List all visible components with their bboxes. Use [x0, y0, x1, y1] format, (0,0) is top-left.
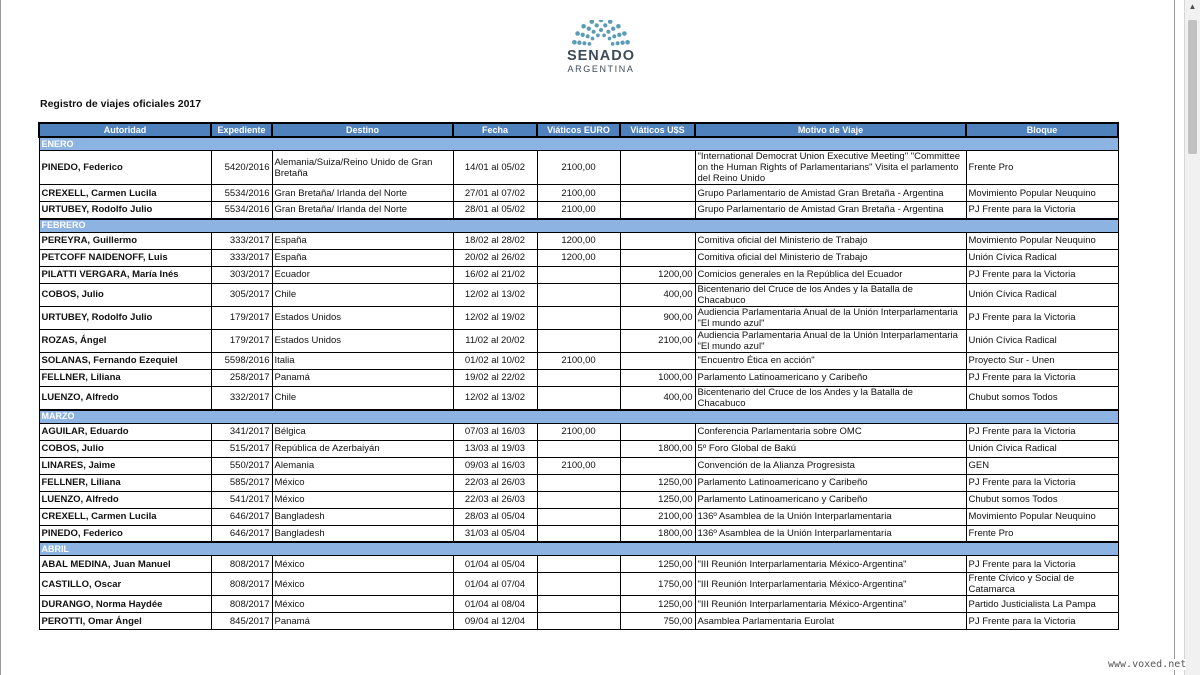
cell-autoridad: PETCOFF NAIDENOFF, Luis — [39, 249, 211, 266]
cell-motivo: "III Reunión Interparlamentaria México-Argentina" — [695, 556, 966, 573]
cell-viaticos-usd — [620, 249, 695, 266]
cell-autoridad: ROZAS, Ángel — [39, 329, 211, 352]
cell-bloque: Movimiento Popular Neuquino — [966, 232, 1118, 249]
table-row — [39, 306, 1118, 329]
cell-destino: España — [272, 232, 453, 249]
cell-motivo: Grupo Parlamentario de Amistad Gran Bretaña - Argentina — [695, 185, 966, 202]
cell-viaticos-euro — [537, 329, 620, 352]
cell-viaticos-usd: 1250,00 — [620, 556, 695, 573]
cell-destino: Estados Unidos — [272, 329, 453, 352]
cell-autoridad: PINEDO, Federico — [39, 525, 211, 542]
cell-destino: Alemania — [272, 457, 453, 474]
column-header-motivo: Motivo de Viaje — [695, 123, 966, 137]
cell-fecha: 12/02 al 13/02 — [453, 283, 537, 306]
cell-destino: España — [272, 249, 453, 266]
cell-fecha: 01/02 al 10/02 — [453, 352, 537, 369]
cell-viaticos-euro: 2100,00 — [537, 423, 620, 440]
cell-viaticos-usd — [620, 202, 695, 219]
cell-bloque: PJ Frente para la Victoria — [966, 423, 1118, 440]
cell-expediente: 541/2017 — [211, 491, 272, 508]
cell-fecha: 28/01 al 05/02 — [453, 202, 537, 219]
cell-bloque: Movimiento Popular Neuquino — [966, 508, 1118, 525]
table-row — [39, 556, 1118, 573]
cell-bloque: Frente Pro — [966, 525, 1118, 542]
travel-register-table — [38, 122, 1119, 630]
cell-autoridad: LINARES, Jaime — [39, 457, 211, 474]
cell-viaticos-usd: 1800,00 — [620, 525, 695, 542]
watermark-text: www.voxed.net — [1108, 659, 1187, 670]
cell-viaticos-usd — [620, 232, 695, 249]
cell-expediente: 646/2017 — [211, 525, 272, 542]
cell-expediente: 845/2017 — [211, 613, 272, 630]
cell-destino: Bangladesh — [272, 508, 453, 525]
cell-bloque: PJ Frente para la Victoria — [966, 306, 1118, 329]
cell-autoridad: COBOS, Julio — [39, 283, 211, 306]
month-label: FEBRERO — [39, 219, 1118, 233]
cell-viaticos-usd: 1250,00 — [620, 474, 695, 491]
cell-expediente: 808/2017 — [211, 596, 272, 613]
month-label: ABRIL — [39, 542, 1118, 556]
cell-fecha: 20/02 al 26/02 — [453, 249, 537, 266]
cell-viaticos-usd: 400,00 — [620, 283, 695, 306]
cell-motivo: Audiencia Parlamentaria Anual de la Unión Interparlamentaria "El mundo azul" — [695, 329, 966, 352]
cell-destino: México — [272, 491, 453, 508]
cell-destino: México — [272, 573, 453, 596]
table-row — [39, 202, 1118, 219]
cell-expediente: 333/2017 — [211, 232, 272, 249]
cell-expediente: 585/2017 — [211, 474, 272, 491]
table-row — [39, 185, 1118, 202]
cell-destino: Gran Bretaña/ Irlanda del Norte — [272, 185, 453, 202]
table-row — [39, 283, 1118, 306]
cell-viaticos-euro — [537, 440, 620, 457]
logo-subtitle: ARGENTINA — [567, 64, 635, 74]
cell-bloque: Chubut somos Todos — [966, 386, 1118, 410]
cell-fecha: 31/03 al 05/04 — [453, 525, 537, 542]
cell-fecha: 13/03 al 19/03 — [453, 440, 537, 457]
cell-viaticos-usd — [620, 185, 695, 202]
cell-motivo: Convención de la Alianza Progresista — [695, 457, 966, 474]
cell-viaticos-euro — [537, 369, 620, 386]
cell-bloque: PJ Frente para la Victoria — [966, 202, 1118, 219]
cell-autoridad: CASTILLO, Oscar — [39, 573, 211, 596]
cell-destino: Panamá — [272, 613, 453, 630]
cell-autoridad: URTUBEY, Rodolfo Julio — [39, 306, 211, 329]
cell-viaticos-usd — [620, 457, 695, 474]
table-row — [39, 249, 1118, 266]
cell-fecha: 18/02 al 28/02 — [453, 232, 537, 249]
cell-fecha: 07/03 al 16/03 — [453, 423, 537, 440]
table-row — [39, 491, 1118, 508]
cell-viaticos-usd: 1750,00 — [620, 573, 695, 596]
cell-autoridad: ABAL MEDINA, Juan Manuel — [39, 556, 211, 573]
table-row — [39, 525, 1118, 542]
column-header-viaticos-usd: Viáticos U$S — [620, 123, 695, 137]
cell-expediente: 808/2017 — [211, 573, 272, 596]
cell-autoridad: CREXELL, Carmen Lucila — [39, 508, 211, 525]
cell-viaticos-usd: 1800,00 — [620, 440, 695, 457]
cell-bloque: Unión Cívica Radical — [966, 440, 1118, 457]
cell-viaticos-usd: 1000,00 — [620, 369, 695, 386]
cell-bloque: Chubut somos Todos — [966, 491, 1118, 508]
cell-expediente: 515/2017 — [211, 440, 272, 457]
cell-viaticos-usd — [620, 352, 695, 369]
cell-viaticos-euro: 2100,00 — [537, 352, 620, 369]
cell-viaticos-euro — [537, 525, 620, 542]
cell-motivo: 5º Foro Global de Bakú — [695, 440, 966, 457]
cell-bloque: GEN — [966, 457, 1118, 474]
cell-motivo: "III Reunión Interparlamentaria México-Argentina" — [695, 596, 966, 613]
cell-viaticos-euro — [537, 386, 620, 410]
cell-viaticos-usd: 750,00 — [620, 613, 695, 630]
table-row — [39, 369, 1118, 386]
cell-viaticos-usd: 2100,00 — [620, 508, 695, 525]
cell-expediente: 303/2017 — [211, 266, 272, 283]
cell-destino: Bangladesh — [272, 525, 453, 542]
cell-autoridad: AGUILAR, Eduardo — [39, 423, 211, 440]
page-frame-left — [0, 0, 1, 675]
cell-bloque: PJ Frente para la Victoria — [966, 266, 1118, 283]
cell-destino: México — [272, 474, 453, 491]
cell-bloque: Proyecto Sur - Unen — [966, 352, 1118, 369]
cell-viaticos-usd — [620, 151, 695, 185]
cell-viaticos-euro: 2100,00 — [537, 202, 620, 219]
cell-motivo: Conferencia Parlamentaria sobre OMC — [695, 423, 966, 440]
cell-expediente: 646/2017 — [211, 508, 272, 525]
cell-expediente: 5598/2016 — [211, 352, 272, 369]
cell-destino: México — [272, 556, 453, 573]
cell-expediente: 550/2017 — [211, 457, 272, 474]
cell-fecha: 01/04 al 05/04 — [453, 556, 537, 573]
cell-viaticos-euro — [537, 266, 620, 283]
cell-destino: Bélgica — [272, 423, 453, 440]
cell-viaticos-euro: 2100,00 — [537, 151, 620, 185]
cell-viaticos-euro — [537, 508, 620, 525]
cell-bloque: PJ Frente para la Victoria — [966, 613, 1118, 630]
cell-motivo: Comitiva oficial del Ministerio de Trabajo — [695, 249, 966, 266]
column-header-destino: Destino — [272, 123, 453, 137]
cell-motivo: Bicentenario del Cruce de los Andes y la Batalla de Chacabuco — [695, 283, 966, 306]
cell-motivo: Bicentenario del Cruce de los Andes y la Batalla de Chacabuco — [695, 386, 966, 410]
table-row — [39, 266, 1118, 283]
senate-hemicycle-icon — [569, 20, 633, 48]
cell-autoridad: SOLANAS, Fernando Ezequiel — [39, 352, 211, 369]
cell-destino: Italia — [272, 352, 453, 369]
cell-fecha: 14/01 al 05/02 — [453, 151, 537, 185]
cell-viaticos-euro — [537, 573, 620, 596]
table-row — [39, 573, 1118, 596]
cell-motivo: Parlamento Latinoamericano y Caribeño — [695, 491, 966, 508]
cell-expediente: 179/2017 — [211, 306, 272, 329]
cell-viaticos-usd: 1250,00 — [620, 491, 695, 508]
cell-bloque: Partido Justicialista La Pampa — [966, 596, 1118, 613]
cell-destino: Panamá — [272, 369, 453, 386]
vertical-scrollbar[interactable] — [1184, 0, 1200, 675]
cell-fecha: 09/04 al 12/04 — [453, 613, 537, 630]
column-header-bloque: Bloque — [966, 123, 1118, 137]
cell-autoridad: DURANGO, Norma Haydée — [39, 596, 211, 613]
cell-motivo: Parlamento Latinoamericano y Caribeño — [695, 474, 966, 491]
cell-destino: Chile — [272, 386, 453, 410]
month-section-row — [39, 542, 1118, 556]
cell-bloque: Unión Cívica Radical — [966, 283, 1118, 306]
cell-viaticos-euro: 1200,00 — [537, 249, 620, 266]
cell-expediente: 305/2017 — [211, 283, 272, 306]
scroll-up-arrow-icon[interactable]: ▲ — [1188, 2, 1197, 11]
cell-viaticos-usd: 2100,00 — [620, 329, 695, 352]
table-row — [39, 232, 1118, 249]
cell-viaticos-euro — [537, 596, 620, 613]
cell-destino: Estados Unidos — [272, 306, 453, 329]
table-row — [39, 386, 1118, 410]
cell-viaticos-euro — [537, 613, 620, 630]
cell-fecha: 01/04 al 07/04 — [453, 573, 537, 596]
cell-expediente: 332/2017 — [211, 386, 272, 410]
month-section-row — [39, 137, 1118, 151]
cell-destino: Ecuador — [272, 266, 453, 283]
cell-autoridad: COBOS, Julio — [39, 440, 211, 457]
cell-autoridad: PEROTTI, Omar Ángel — [39, 613, 211, 630]
cell-motivo: 136º Asamblea de la Unión Interparlamentaria — [695, 525, 966, 542]
cell-bloque: Frente Pro — [966, 151, 1118, 185]
table-row — [39, 329, 1118, 352]
cell-viaticos-euro — [537, 283, 620, 306]
cell-autoridad: PEREYRA, Guillermo — [39, 232, 211, 249]
table-row — [39, 440, 1118, 457]
cell-destino: República de Azerbaiyán — [272, 440, 453, 457]
cell-fecha: 22/03 al 26/03 — [453, 474, 537, 491]
cell-fecha: 01/04 al 08/04 — [453, 596, 537, 613]
cell-expediente: 5534/2016 — [211, 202, 272, 219]
table-row — [39, 474, 1118, 491]
cell-viaticos-euro: 2100,00 — [537, 185, 620, 202]
table-row — [39, 457, 1118, 474]
cell-autoridad: FELLNER, Liliana — [39, 474, 211, 491]
column-header-viaticos-euro: Viáticos EURO — [537, 123, 620, 137]
cell-fecha: 16/02 al 21/02 — [453, 266, 537, 283]
table-row — [39, 613, 1118, 630]
cell-viaticos-usd: 1200,00 — [620, 266, 695, 283]
cell-fecha: 19/02 al 22/02 — [453, 369, 537, 386]
table-row — [39, 596, 1118, 613]
cell-viaticos-usd: 900,00 — [620, 306, 695, 329]
cell-viaticos-euro — [537, 474, 620, 491]
cell-viaticos-euro — [537, 491, 620, 508]
column-header-autoridad: Autoridad — [39, 123, 211, 137]
cell-fecha: 09/03 al 16/03 — [453, 457, 537, 474]
column-header-expediente: Expediente — [211, 123, 272, 137]
month-section-row — [39, 219, 1118, 233]
cell-motivo: 136º Asamblea de la Unión Interparlamentaria — [695, 508, 966, 525]
cell-autoridad: PINEDO, Federico — [39, 151, 211, 185]
cell-destino: Gran Bretaña/ Irlanda del Norte — [272, 202, 453, 219]
cell-expediente: 808/2017 — [211, 556, 272, 573]
column-header-fecha: Fecha — [453, 123, 537, 137]
cell-bloque: PJ Frente para la Victoria — [966, 369, 1118, 386]
table-row — [39, 352, 1118, 369]
cell-fecha: 12/02 al 19/02 — [453, 306, 537, 329]
cell-expediente: 179/2017 — [211, 329, 272, 352]
cell-motivo: Parlamento Latinoamericano y Caribeño — [695, 369, 966, 386]
cell-fecha: 12/02 al 13/02 — [453, 386, 537, 410]
cell-expediente: 5420/2016 — [211, 151, 272, 185]
scrollbar-thumb[interactable] — [1188, 20, 1197, 154]
cell-autoridad: URTUBEY, Rodolfo Julio — [39, 202, 211, 219]
month-label: ENERO — [39, 137, 1118, 151]
cell-bloque: PJ Frente para la Victoria — [966, 556, 1118, 573]
cell-fecha: 28/03 al 05/04 — [453, 508, 537, 525]
cell-autoridad: PILATTI VERGARA, María Inés — [39, 266, 211, 283]
cell-bloque: Unión Cívica Radical — [966, 249, 1118, 266]
cell-viaticos-euro: 2100,00 — [537, 457, 620, 474]
cell-autoridad: FELLNER, Liliana — [39, 369, 211, 386]
cell-motivo: Asamblea Parlamentaria Eurolat — [695, 613, 966, 630]
page-frame-right — [1174, 0, 1175, 675]
cell-viaticos-euro — [537, 306, 620, 329]
cell-motivo: Comitiva oficial del Ministerio de Trabajo — [695, 232, 966, 249]
cell-expediente: 258/2017 — [211, 369, 272, 386]
cell-bloque: PJ Frente para la Victoria — [966, 474, 1118, 491]
cell-motivo: "International Democrat Union Executive Meeting" "Committee on the Human Rights of Parlamentarians" Visita el parlamento del Reino Unido — [695, 151, 966, 185]
cell-viaticos-usd — [620, 423, 695, 440]
cell-viaticos-usd: 400,00 — [620, 386, 695, 410]
cell-motivo: "Encuentro Ética en acción" — [695, 352, 966, 369]
table-row — [39, 508, 1118, 525]
table-header-row — [39, 123, 1118, 137]
month-label: MARZO — [39, 410, 1118, 424]
table-row — [39, 423, 1118, 440]
logo-title: SENADO — [566, 48, 636, 64]
document-title: Registro de viajes oficiales 2017 — [40, 98, 202, 110]
senado-logo — [560, 20, 642, 82]
cell-bloque: Unión Cívica Radical — [966, 329, 1118, 352]
cell-motivo: Audiencia Parlamentaria Anual de la Unión Interparlamentaria "El mundo azul" — [695, 306, 966, 329]
cell-expediente: 341/2017 — [211, 423, 272, 440]
cell-fecha: 22/03 al 26/03 — [453, 491, 537, 508]
cell-autoridad: LUENZO, Alfredo — [39, 386, 211, 410]
cell-expediente: 333/2017 — [211, 249, 272, 266]
cell-fecha: 11/02 al 20/02 — [453, 329, 537, 352]
month-section-row — [39, 410, 1118, 424]
table-row — [39, 151, 1118, 185]
cell-autoridad: LUENZO, Alfredo — [39, 491, 211, 508]
cell-viaticos-usd: 1250,00 — [620, 596, 695, 613]
cell-motivo: "III Reunión Interparlamentaria México-Argentina" — [695, 573, 966, 596]
cell-motivo: Comicios generales en la República del Ecuador — [695, 266, 966, 283]
cell-destino: México — [272, 596, 453, 613]
cell-expediente: 5534/2016 — [211, 185, 272, 202]
cell-destino: Alemania/Suiza/Reino Unido de Gran Bretaña — [272, 151, 453, 185]
cell-autoridad: CREXELL, Carmen Lucila — [39, 185, 211, 202]
cell-bloque: Movimiento Popular Neuquino — [966, 185, 1118, 202]
cell-motivo: Grupo Parlamentario de Amistad Gran Bretaña - Argentina — [695, 202, 966, 219]
cell-fecha: 27/01 al 07/02 — [453, 185, 537, 202]
cell-bloque: Frente Cívico y Social de Catamarca — [966, 573, 1118, 596]
cell-viaticos-euro: 1200,00 — [537, 232, 620, 249]
cell-destino: Chile — [272, 283, 453, 306]
cell-viaticos-euro — [537, 556, 620, 573]
